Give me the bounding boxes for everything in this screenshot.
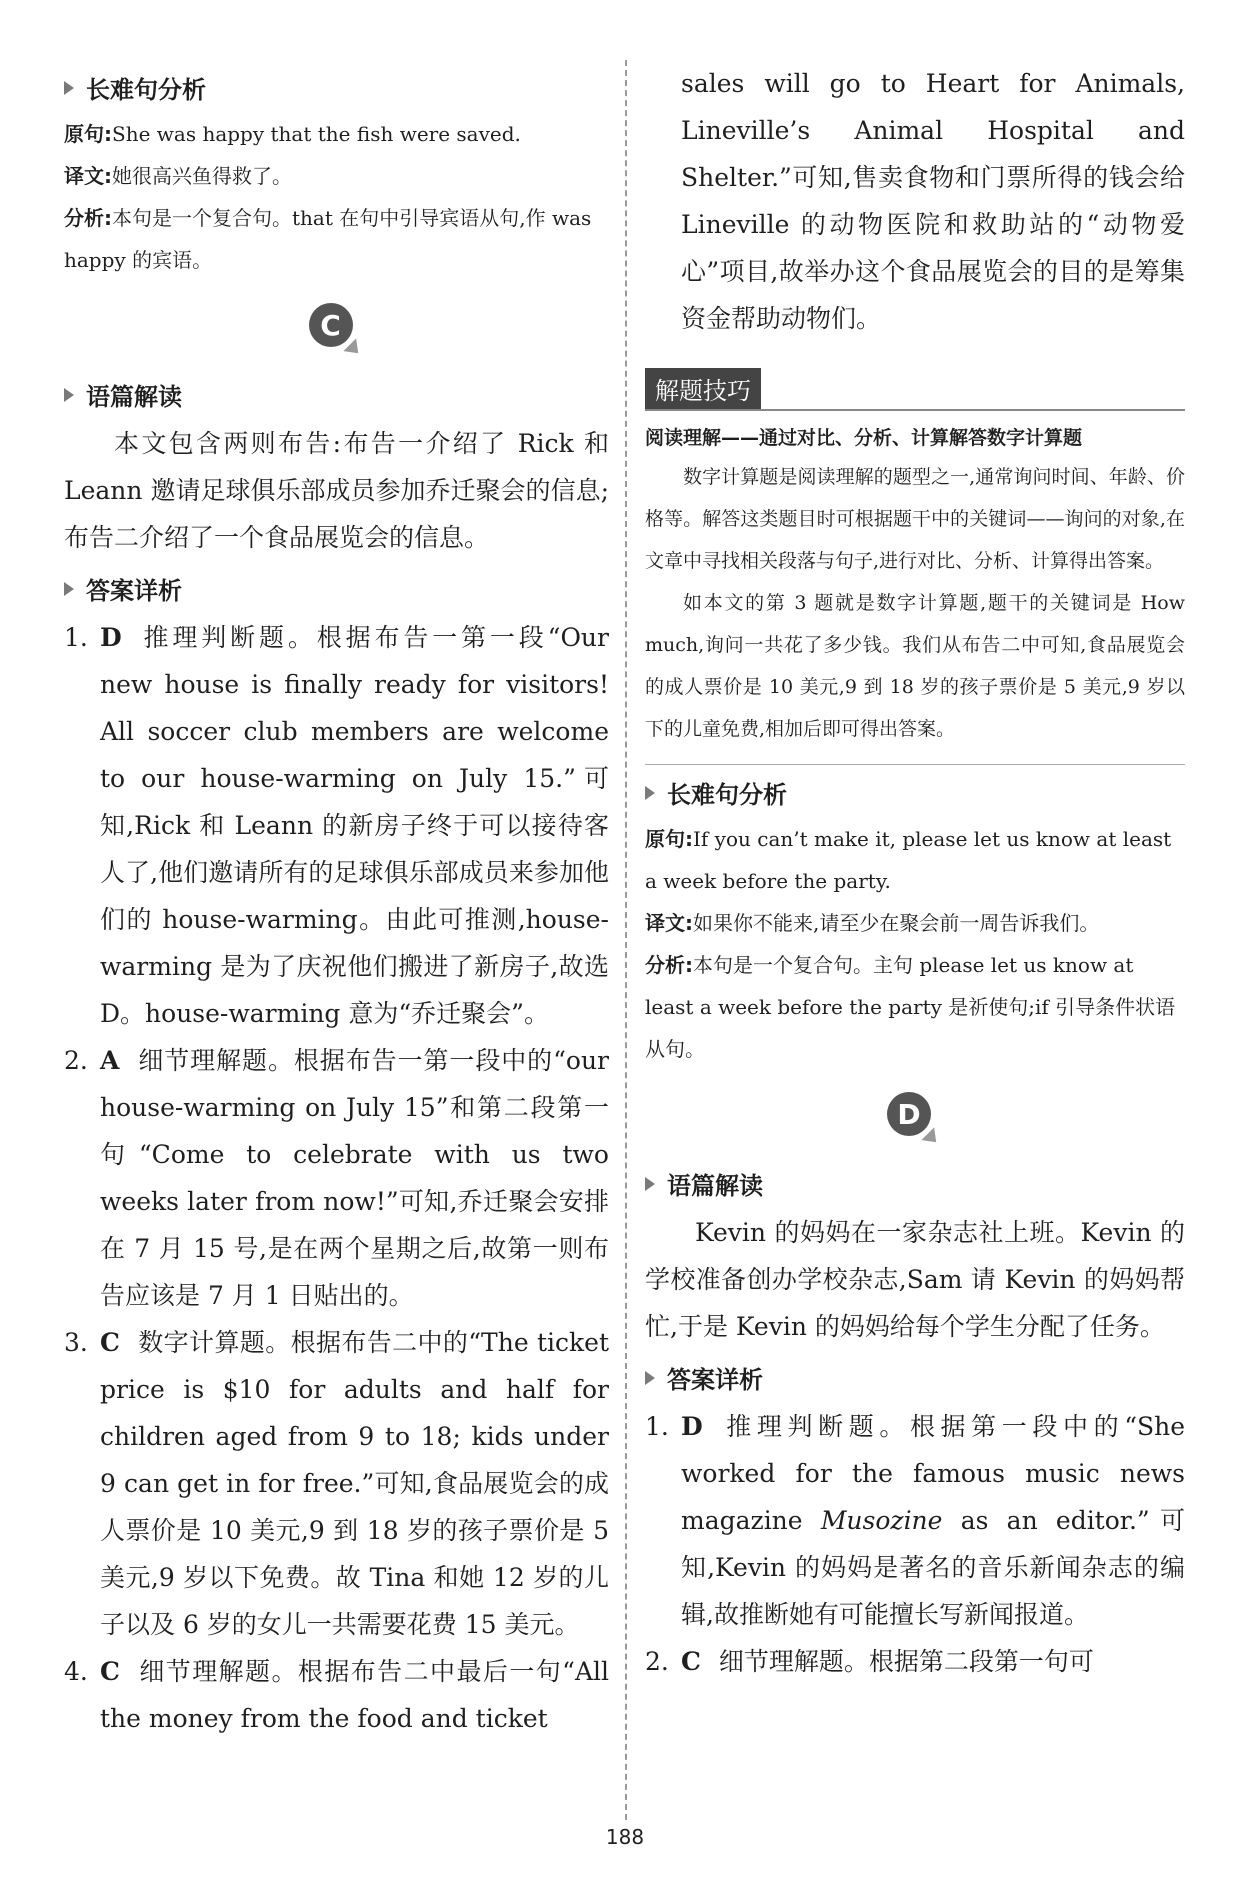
- page-number: 188: [605, 1825, 645, 1849]
- answer-item: 2. C 细节理解题。根据第二段第一句可: [645, 1647, 1094, 1676]
- answer-item: 4. C 细节理解题。根据布告二中最后一句“All the money from the food and ticket: [64, 1657, 609, 1733]
- tips-subtitle: 阅读理解——通过对比、分析、计算解答数字计算题: [645, 427, 1083, 449]
- arrow-marker-icon: [645, 1177, 655, 1191]
- answer-continuation: sales will go to Heart for Animals, Lineville’s Animal Hospital and Shelter.”可知,售卖食物和门票所得的钱会给 Lineville 的动物医院和救助站的“动物爱心”项目,故举办这个食品展览会的目的是筹集资金帮助动物们。: [681, 69, 1185, 333]
- arrow-marker-icon: [645, 1371, 655, 1385]
- analysis: 分析:本句是一个复合句。主句 please let us know at least a week before the party 是祈使句;if 引导条件状语从句。: [645, 953, 1176, 1061]
- reading-summary: 本文包含两则布告:布告一介绍了 Rick 和 Leann 邀请足球俱乐部成员参加乔迁聚会的信息;布告二介绍了一个食品展览会的信息。: [64, 429, 609, 552]
- badge-corner-icon: [343, 338, 364, 359]
- answer-item: 3. C 数字计算题。根据布告二中的“The ticket price is $10 for adults and half for children aged from 9 to 18; kids under 9 can get in for free.”可知,食品展览会的成人票价是 10 美元,9 到 18 岁的孩子票价是 5 美元,9 岁以下免费。故 Tina 和她 12 岁的儿子以及 6 岁的女儿一共需要花费 15 美元。: [64, 1328, 609, 1639]
- magazine-title: Musozine: [820, 1506, 943, 1535]
- passage-badge-c: C: [309, 303, 365, 359]
- column-divider: [625, 60, 627, 1820]
- arrow-marker-icon: [645, 786, 655, 800]
- tips-block: [645, 423, 1185, 750]
- reading-summary: Kevin 的妈妈在一家杂志社上班。Kevin 的学校准备创办学校杂志,Sam 请 Kevin 的妈妈帮忙,于是 Kevin 的妈妈给每个学生分配了任务。: [645, 1218, 1185, 1341]
- arrow-marker-icon: [64, 81, 74, 95]
- translation: 译文:她很高兴鱼得救了。: [64, 164, 292, 188]
- section-heading-answers: 答案详析: [64, 571, 609, 606]
- sentence-analysis-block: [645, 818, 1185, 1070]
- answer-item: 2. A 细节理解题。根据布告一第一段中的“our house-warming on July 15”和第二段第一句“Come to celebrate with us two weeks later from now!”可知,乔迁聚会安排在 7 月 15 号,是在两个星期之后,故第一则布告应该是 7 月 1 日贴出的。: [64, 1046, 609, 1310]
- sentence-analysis-block: [64, 113, 609, 281]
- original-sentence: 原句:If you can’t make it, please let us know at least a week before the party.: [645, 827, 1172, 893]
- tips-paragraph: 数字计算题是阅读理解的题型之一,通常询问时间、年龄、价格等。解答这类题目时可根据题干中的关键词——询问的对象,在文章中寻找相关段落与句子,进行对比、分析、计算得出答案。: [645, 466, 1185, 572]
- left-column: [64, 60, 609, 1742]
- arrow-marker-icon: [64, 582, 74, 596]
- tips-paragraph: 如本文的第 3 题就是数字计算题,题干的关键词是 How much,询问一共花了多少钱。我们从布告二中可知,食品展览会的成人票价是 10 美元,9 到 18 岁的孩子票价是 5 美元,9 岁以下的儿童免费,相加后即可得出答案。: [645, 592, 1185, 740]
- arrow-marker-icon: [64, 388, 74, 402]
- section-heading-reading: 语篇解读: [645, 1166, 1185, 1201]
- passage-badge-d: D: [887, 1092, 943, 1148]
- section-rule: [645, 764, 1185, 765]
- original-sentence: 原句:She was happy that the fish were saved.: [64, 122, 521, 146]
- section-heading-long-sentence: 长难句分析: [645, 775, 1185, 810]
- answer-item: 1. D 推理判断题。根据第一段中的“She worked for the famous music news magazine Musozine as an editor.”可知,Kevin 的妈妈是著名的音乐新闻杂志的编辑,故推断她有可能擅长写新闻报道。: [645, 1412, 1185, 1629]
- answer-item: 1. D 推理判断题。根据布告一第一段“Our new house is finally ready for visitors! All soccer club members are welcome to our house-warming on July 15.”可知,Rick 和 Leann 的新房子终于可以接待客人了,他们邀请所有的足球俱乐部成员来参加他们的 house-warming。由此可推测,house-warming 是为了庆祝他们搬进了新房子,故选 D。house-warming 意为“乔迁聚会”。: [64, 623, 609, 1028]
- analysis: 分析:本句是一个复合句。that 在句中引导宾语从句,作 was happy 的宾语。: [64, 206, 592, 272]
- tips-header: 解题技巧: [645, 368, 1185, 411]
- badge-corner-icon: [921, 1127, 942, 1148]
- section-heading-reading: 语篇解读: [64, 377, 609, 412]
- translation: 译文:如果你不能来,请至少在聚会前一周告诉我们。: [645, 911, 1100, 935]
- right-column: [645, 60, 1185, 1685]
- section-heading-long-sentence: 长难句分析: [64, 70, 609, 105]
- section-heading-answers: 答案详析: [645, 1360, 1185, 1395]
